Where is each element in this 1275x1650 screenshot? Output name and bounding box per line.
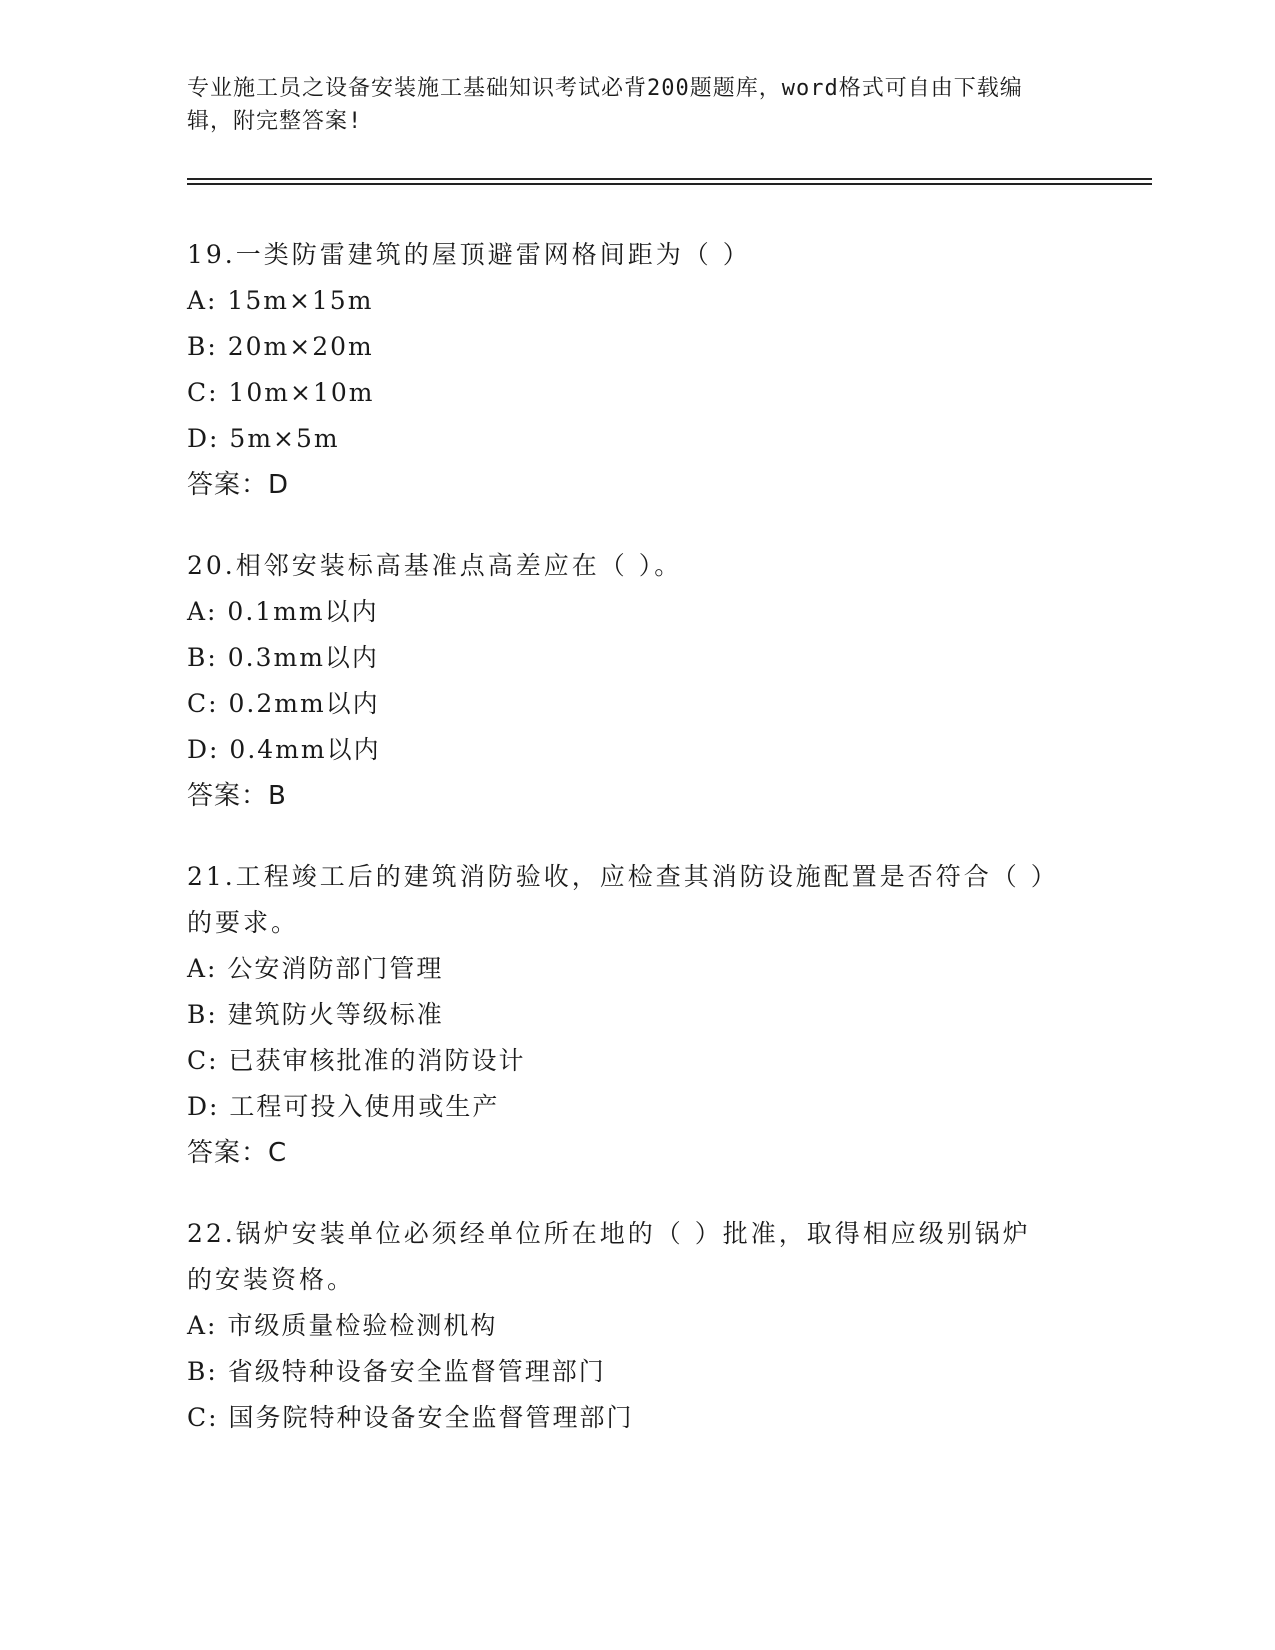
answer-line: 答案：C <box>187 1138 288 1168</box>
option-b: B: 0.3mm以内 <box>187 643 379 672</box>
option-d: D: 5m×5m <box>187 424 340 453</box>
question-stem: 21.工程竣工后的建筑消防验收，应检查其消防设施配置是否符合（ ）的要求。 <box>187 862 1047 937</box>
option-b: B: 20m×20m <box>187 332 374 361</box>
option-a: A: 0.1mm以内 <box>187 597 379 626</box>
question-20 <box>187 543 1087 819</box>
option-b: B: 建筑防火等级标准 <box>187 1000 444 1029</box>
answer-line: 答案：D <box>187 470 290 500</box>
header-divider-bottom <box>187 183 1152 185</box>
option-d: D: 工程可投入使用或生产 <box>187 1092 500 1121</box>
option-a: A: 公安消防部门管理 <box>187 954 444 983</box>
question-21 <box>187 854 1087 1176</box>
option-d: D: 0.4mm以内 <box>187 735 381 764</box>
question-stem: 22.锅炉安装单位必须经单位所在地的（ ）批准，取得相应级别锅炉的安装资格。 <box>187 1219 1031 1294</box>
header-divider-top <box>187 178 1152 180</box>
question-22 <box>187 1211 1087 1441</box>
question-list <box>187 232 1087 1476</box>
option-a: A: 市级质量检验检测机构 <box>187 1311 498 1340</box>
option-c: C: 10m×10m <box>187 378 375 407</box>
question-stem: 20.相邻安装标高基准点高差应在（ ）。 <box>187 551 683 580</box>
option-a: A: 15m×15m <box>187 286 374 315</box>
option-c: C: 国务院特种设备安全监督管理部门 <box>187 1403 634 1432</box>
option-c: C: 0.2mm以内 <box>187 689 380 718</box>
answer-line: 答案：B <box>187 781 287 811</box>
option-c: C: 已获审核批准的消防设计 <box>187 1046 526 1075</box>
question-19 <box>187 232 1087 508</box>
question-stem: 19.一类防雷建筑的屋顶避雷网格间距为（ ） <box>187 240 751 269</box>
option-b: B: 省级特种设备安全监督管理部门 <box>187 1357 606 1386</box>
document-header: 专业施工员之设备安装施工基础知识考试必背200题题库，word格式可自由下载编辑，附完整答案! <box>187 76 1023 134</box>
